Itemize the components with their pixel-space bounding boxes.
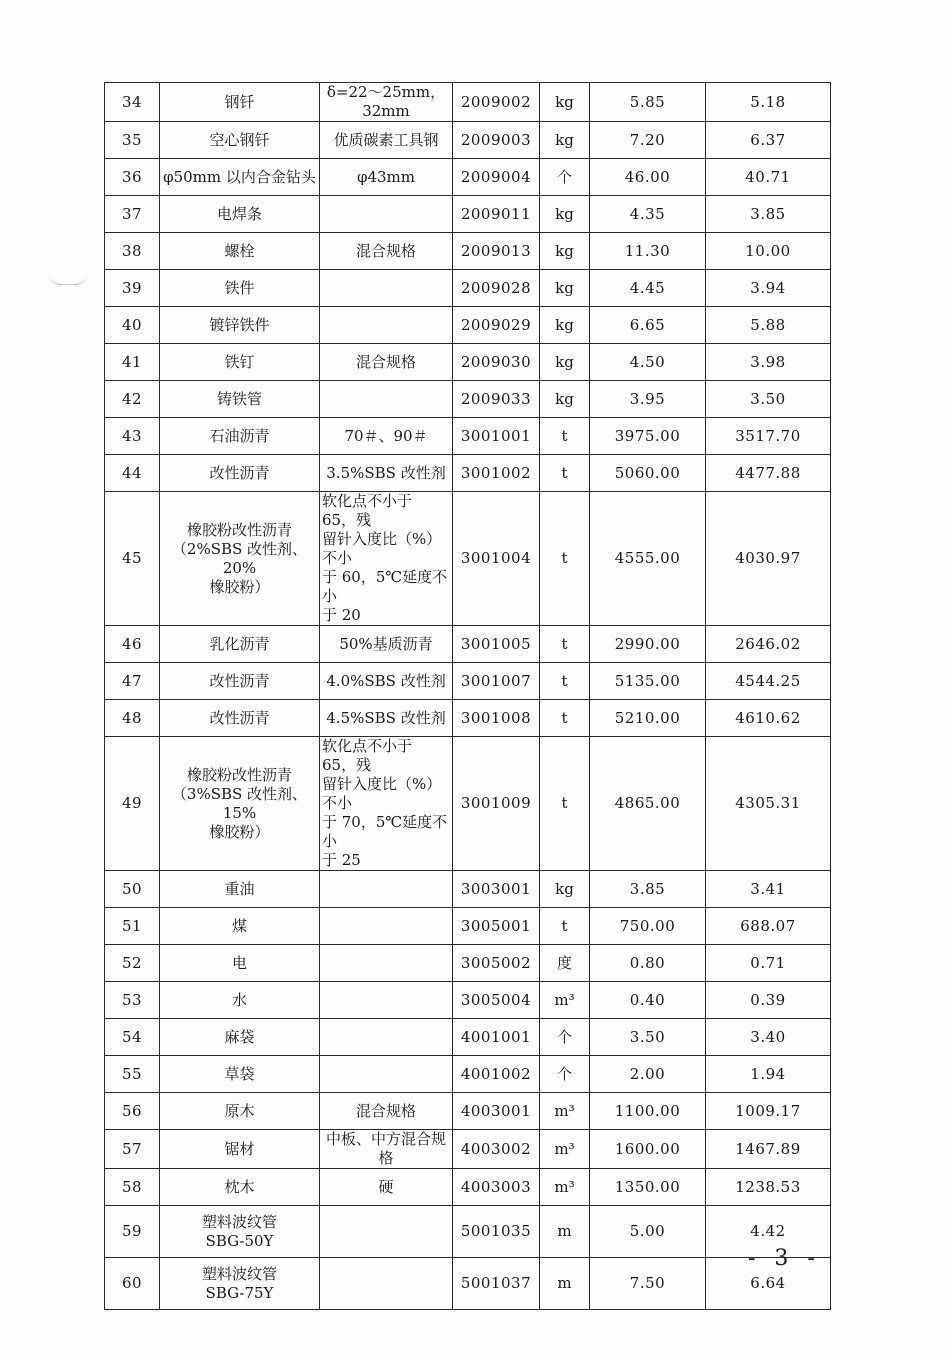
material-spec-cell bbox=[320, 871, 453, 908]
material-spec-cell: 软化点不小于 65，残 留针入度比（%）不小 于 70，5℃延度不小 于 25 bbox=[320, 737, 453, 871]
unit-cell: kg bbox=[540, 83, 590, 122]
row-number-cell: 60 bbox=[105, 1258, 160, 1310]
price-tax-included-cell: 3.50 bbox=[590, 1019, 706, 1056]
table-row bbox=[105, 945, 831, 982]
material-name-cell: 电 bbox=[160, 945, 320, 982]
row-number-cell: 50 bbox=[105, 871, 160, 908]
row-number-cell: 41 bbox=[105, 344, 160, 381]
price-tax-excluded-cell: 1467.89 bbox=[706, 1130, 831, 1169]
price-tax-excluded-cell: 4544.25 bbox=[706, 663, 831, 700]
price-tax-included-cell: 7.50 bbox=[590, 1258, 706, 1310]
price-tax-excluded-cell: 3517.70 bbox=[706, 418, 831, 455]
price-tax-included-cell: 11.30 bbox=[590, 233, 706, 270]
table-row bbox=[105, 982, 831, 1019]
unit-cell: 个 bbox=[540, 1056, 590, 1093]
unit-cell: m³ bbox=[540, 1093, 590, 1130]
unit-cell: kg bbox=[540, 871, 590, 908]
table-row bbox=[105, 871, 831, 908]
material-code-cell: 2009003 bbox=[453, 122, 540, 159]
material-code-cell: 3001004 bbox=[453, 492, 540, 626]
unit-cell: kg bbox=[540, 122, 590, 159]
price-tax-included-cell: 5.00 bbox=[590, 1206, 706, 1258]
row-number-cell: 59 bbox=[105, 1206, 160, 1258]
price-tax-excluded-cell: 6.64 bbox=[706, 1258, 831, 1310]
material-spec-cell bbox=[320, 196, 453, 233]
material-spec-cell: φ43mm bbox=[320, 159, 453, 196]
price-tax-excluded-cell: 6.37 bbox=[706, 122, 831, 159]
unit-cell: t bbox=[540, 908, 590, 945]
material-spec-cell: 4.5%SBS 改性剂 bbox=[320, 700, 453, 737]
price-tax-excluded-cell: 4610.62 bbox=[706, 700, 831, 737]
material-name-cell: φ50mm 以内合金钻头 bbox=[160, 159, 320, 196]
material-spec-cell: 软化点不小于 65，残 留针入度比（%）不小 于 60，5℃延度不小 于 20 bbox=[320, 492, 453, 626]
row-number-cell: 36 bbox=[105, 159, 160, 196]
price-tax-excluded-cell: 1238.53 bbox=[706, 1169, 831, 1206]
price-tax-included-cell: 1100.00 bbox=[590, 1093, 706, 1130]
price-tax-included-cell: 4.45 bbox=[590, 270, 706, 307]
material-code-cell: 3001009 bbox=[453, 737, 540, 871]
material-name-cell: 煤 bbox=[160, 908, 320, 945]
material-code-cell: 3001001 bbox=[453, 418, 540, 455]
material-spec-cell bbox=[320, 908, 453, 945]
material-name-cell: 电焊条 bbox=[160, 196, 320, 233]
material-spec-cell bbox=[320, 381, 453, 418]
material-code-cell: 2009011 bbox=[453, 196, 540, 233]
price-tax-excluded-cell: 1.94 bbox=[706, 1056, 831, 1093]
scan-mark bbox=[48, 272, 88, 285]
price-tax-included-cell: 3975.00 bbox=[590, 418, 706, 455]
price-tax-excluded-cell: 3.94 bbox=[706, 270, 831, 307]
material-code-cell: 2009029 bbox=[453, 307, 540, 344]
material-spec-cell: 3.5%SBS 改性剂 bbox=[320, 455, 453, 492]
material-name-cell: 橡胶粉改性沥青 （3%SBS 改性剂、15% 橡胶粉） bbox=[160, 737, 320, 871]
material-spec-cell: 70＃、90＃ bbox=[320, 418, 453, 455]
material-name-cell: 改性沥青 bbox=[160, 663, 320, 700]
price-tax-excluded-cell: 3.41 bbox=[706, 871, 831, 908]
unit-cell: t bbox=[540, 737, 590, 871]
row-number-cell: 35 bbox=[105, 122, 160, 159]
table-row bbox=[105, 418, 831, 455]
unit-cell: t bbox=[540, 418, 590, 455]
material-code-cell: 2009033 bbox=[453, 381, 540, 418]
row-number-cell: 55 bbox=[105, 1056, 160, 1093]
table-row bbox=[105, 1169, 831, 1206]
price-tax-excluded-cell: 4030.97 bbox=[706, 492, 831, 626]
material-spec-cell bbox=[320, 1258, 453, 1310]
price-tax-included-cell: 2990.00 bbox=[590, 626, 706, 663]
price-tax-included-cell: 4555.00 bbox=[590, 492, 706, 626]
material-spec-cell: 硬 bbox=[320, 1169, 453, 1206]
material-name-cell: 原木 bbox=[160, 1093, 320, 1130]
table-row bbox=[105, 196, 831, 233]
unit-cell: m bbox=[540, 1258, 590, 1310]
material-code-cell: 5001037 bbox=[453, 1258, 540, 1310]
material-name-cell: 改性沥青 bbox=[160, 455, 320, 492]
price-tax-excluded-cell: 3.85 bbox=[706, 196, 831, 233]
material-spec-cell: 中板、中方混合规格 bbox=[320, 1130, 453, 1169]
unit-cell: 度 bbox=[540, 945, 590, 982]
material-spec-cell bbox=[320, 1019, 453, 1056]
table-row bbox=[105, 1258, 831, 1310]
price-tax-excluded-cell: 1009.17 bbox=[706, 1093, 831, 1130]
material-code-cell: 4003001 bbox=[453, 1093, 540, 1130]
material-name-cell: 螺栓 bbox=[160, 233, 320, 270]
row-number-cell: 38 bbox=[105, 233, 160, 270]
price-tax-excluded-cell: 2646.02 bbox=[706, 626, 831, 663]
material-name-cell: 橡胶粉改性沥青 （2%SBS 改性剂、20% 橡胶粉） bbox=[160, 492, 320, 626]
material-code-cell: 2009028 bbox=[453, 270, 540, 307]
table-row bbox=[105, 492, 831, 626]
price-tax-included-cell: 0.80 bbox=[590, 945, 706, 982]
material-name-cell: 草袋 bbox=[160, 1056, 320, 1093]
price-tax-included-cell: 1350.00 bbox=[590, 1169, 706, 1206]
table-row bbox=[105, 270, 831, 307]
price-tax-excluded-cell: 4.42 bbox=[706, 1206, 831, 1258]
material-spec-cell bbox=[320, 945, 453, 982]
row-number-cell: 37 bbox=[105, 196, 160, 233]
table-row bbox=[105, 1206, 831, 1258]
unit-cell: m³ bbox=[540, 982, 590, 1019]
price-tax-excluded-cell: 0.39 bbox=[706, 982, 831, 1019]
material-name-cell: 铁钉 bbox=[160, 344, 320, 381]
material-code-cell: 4003002 bbox=[453, 1130, 540, 1169]
material-name-cell: 塑料波纹管 SBG-75Y bbox=[160, 1258, 320, 1310]
unit-cell: m³ bbox=[540, 1130, 590, 1169]
unit-cell: kg bbox=[540, 233, 590, 270]
material-name-cell: 锯材 bbox=[160, 1130, 320, 1169]
material-code-cell: 2009002 bbox=[453, 83, 540, 122]
material-name-cell: 铁件 bbox=[160, 270, 320, 307]
table-row bbox=[105, 455, 831, 492]
material-name-cell: 塑料波纹管 SBG-50Y bbox=[160, 1206, 320, 1258]
price-tax-excluded-cell: 5.88 bbox=[706, 307, 831, 344]
material-name-cell: 改性沥青 bbox=[160, 700, 320, 737]
price-tax-included-cell: 4.50 bbox=[590, 344, 706, 381]
row-number-cell: 43 bbox=[105, 418, 160, 455]
unit-cell: kg bbox=[540, 270, 590, 307]
price-tax-excluded-cell: 40.71 bbox=[706, 159, 831, 196]
material-spec-cell bbox=[320, 1056, 453, 1093]
material-name-cell: 石油沥青 bbox=[160, 418, 320, 455]
material-code-cell: 3005001 bbox=[453, 908, 540, 945]
table-row bbox=[105, 1056, 831, 1093]
material-spec-cell: 4.0%SBS 改性剂 bbox=[320, 663, 453, 700]
material-name-cell: 钢钎 bbox=[160, 83, 320, 122]
material-spec-cell bbox=[320, 1206, 453, 1258]
material-spec-cell: 混合规格 bbox=[320, 1093, 453, 1130]
row-number-cell: 34 bbox=[105, 83, 160, 122]
unit-cell: t bbox=[540, 626, 590, 663]
price-tax-included-cell: 5135.00 bbox=[590, 663, 706, 700]
material-code-cell: 4001002 bbox=[453, 1056, 540, 1093]
price-tax-included-cell: 4.35 bbox=[590, 196, 706, 233]
price-tax-included-cell: 3.95 bbox=[590, 381, 706, 418]
table-row bbox=[105, 908, 831, 945]
row-number-cell: 44 bbox=[105, 455, 160, 492]
unit-cell: kg bbox=[540, 344, 590, 381]
table-row bbox=[105, 1093, 831, 1130]
material-spec-cell: δ=22～25mm，32mm bbox=[320, 83, 453, 122]
row-number-cell: 52 bbox=[105, 945, 160, 982]
row-number-cell: 39 bbox=[105, 270, 160, 307]
price-tax-included-cell: 5060.00 bbox=[590, 455, 706, 492]
unit-cell: t bbox=[540, 492, 590, 626]
price-tax-included-cell: 5.85 bbox=[590, 83, 706, 122]
row-number-cell: 57 bbox=[105, 1130, 160, 1169]
material-code-cell: 4001001 bbox=[453, 1019, 540, 1056]
row-number-cell: 40 bbox=[105, 307, 160, 344]
price-tax-excluded-cell: 5.18 bbox=[706, 83, 831, 122]
material-code-cell: 3003001 bbox=[453, 871, 540, 908]
table-row bbox=[105, 233, 831, 270]
unit-cell: 个 bbox=[540, 159, 590, 196]
material-spec-cell: 混合规格 bbox=[320, 344, 453, 381]
price-tax-excluded-cell: 688.07 bbox=[706, 908, 831, 945]
row-number-cell: 58 bbox=[105, 1169, 160, 1206]
unit-cell: t bbox=[540, 663, 590, 700]
material-name-cell: 重油 bbox=[160, 871, 320, 908]
price-tax-included-cell: 4865.00 bbox=[590, 737, 706, 871]
price-tax-included-cell: 3.85 bbox=[590, 871, 706, 908]
material-spec-cell bbox=[320, 982, 453, 1019]
material-code-cell: 3001008 bbox=[453, 700, 540, 737]
material-code-cell: 3005002 bbox=[453, 945, 540, 982]
unit-cell: t bbox=[540, 700, 590, 737]
table-row bbox=[105, 1019, 831, 1056]
row-number-cell: 46 bbox=[105, 626, 160, 663]
price-tax-included-cell: 2.00 bbox=[590, 1056, 706, 1093]
material-name-cell: 乳化沥青 bbox=[160, 626, 320, 663]
price-tax-excluded-cell: 3.98 bbox=[706, 344, 831, 381]
material-spec-cell bbox=[320, 307, 453, 344]
row-number-cell: 49 bbox=[105, 737, 160, 871]
material-spec-cell: 混合规格 bbox=[320, 233, 453, 270]
table-body bbox=[105, 83, 831, 1310]
unit-cell: kg bbox=[540, 196, 590, 233]
row-number-cell: 48 bbox=[105, 700, 160, 737]
material-price-table bbox=[104, 82, 831, 1310]
material-code-cell: 3005004 bbox=[453, 982, 540, 1019]
material-spec-cell: 优质碳素工具钢 bbox=[320, 122, 453, 159]
material-name-cell: 水 bbox=[160, 982, 320, 1019]
unit-cell: kg bbox=[540, 381, 590, 418]
material-code-cell: 4003003 bbox=[453, 1169, 540, 1206]
price-tax-excluded-cell: 4305.31 bbox=[706, 737, 831, 871]
row-number-cell: 56 bbox=[105, 1093, 160, 1130]
material-code-cell: 3001005 bbox=[453, 626, 540, 663]
material-spec-cell: 50%基质沥青 bbox=[320, 626, 453, 663]
price-tax-included-cell: 6.65 bbox=[590, 307, 706, 344]
unit-cell: t bbox=[540, 455, 590, 492]
material-name-cell: 空心钢钎 bbox=[160, 122, 320, 159]
price-tax-included-cell: 1600.00 bbox=[590, 1130, 706, 1169]
unit-cell: kg bbox=[540, 307, 590, 344]
material-code-cell: 2009030 bbox=[453, 344, 540, 381]
unit-cell: m bbox=[540, 1206, 590, 1258]
unit-cell: 个 bbox=[540, 1019, 590, 1056]
table-row bbox=[105, 737, 831, 871]
table-row bbox=[105, 344, 831, 381]
material-name-cell: 麻袋 bbox=[160, 1019, 320, 1056]
material-name-cell: 枕木 bbox=[160, 1169, 320, 1206]
material-code-cell: 3001007 bbox=[453, 663, 540, 700]
table-row bbox=[105, 159, 831, 196]
table-row bbox=[105, 122, 831, 159]
row-number-cell: 45 bbox=[105, 492, 160, 626]
table-row bbox=[105, 307, 831, 344]
row-number-cell: 53 bbox=[105, 982, 160, 1019]
row-number-cell: 54 bbox=[105, 1019, 160, 1056]
table-row bbox=[105, 381, 831, 418]
price-tax-excluded-cell: 0.71 bbox=[706, 945, 831, 982]
price-tax-included-cell: 5210.00 bbox=[590, 700, 706, 737]
material-name-cell: 镀锌铁件 bbox=[160, 307, 320, 344]
price-tax-included-cell: 750.00 bbox=[590, 908, 706, 945]
table-row bbox=[105, 626, 831, 663]
unit-cell: m³ bbox=[540, 1169, 590, 1206]
price-tax-included-cell: 46.00 bbox=[590, 159, 706, 196]
price-tax-excluded-cell: 3.40 bbox=[706, 1019, 831, 1056]
material-code-cell: 5001035 bbox=[453, 1206, 540, 1258]
price-tax-excluded-cell: 10.00 bbox=[706, 233, 831, 270]
table-row bbox=[105, 1130, 831, 1169]
table-row bbox=[105, 700, 831, 737]
material-code-cell: 2009004 bbox=[453, 159, 540, 196]
row-number-cell: 51 bbox=[105, 908, 160, 945]
price-tax-included-cell: 7.20 bbox=[590, 122, 706, 159]
material-name-cell: 铸铁管 bbox=[160, 381, 320, 418]
table-row bbox=[105, 83, 831, 122]
material-code-cell: 2009013 bbox=[453, 233, 540, 270]
row-number-cell: 42 bbox=[105, 381, 160, 418]
price-tax-excluded-cell: 3.50 bbox=[706, 381, 831, 418]
material-spec-cell bbox=[320, 270, 453, 307]
price-tax-included-cell: 0.40 bbox=[590, 982, 706, 1019]
price-tax-excluded-cell: 4477.88 bbox=[706, 455, 831, 492]
material-code-cell: 3001002 bbox=[453, 455, 540, 492]
table-row bbox=[105, 663, 831, 700]
page-number: - 3 - bbox=[748, 1246, 821, 1271]
row-number-cell: 47 bbox=[105, 663, 160, 700]
